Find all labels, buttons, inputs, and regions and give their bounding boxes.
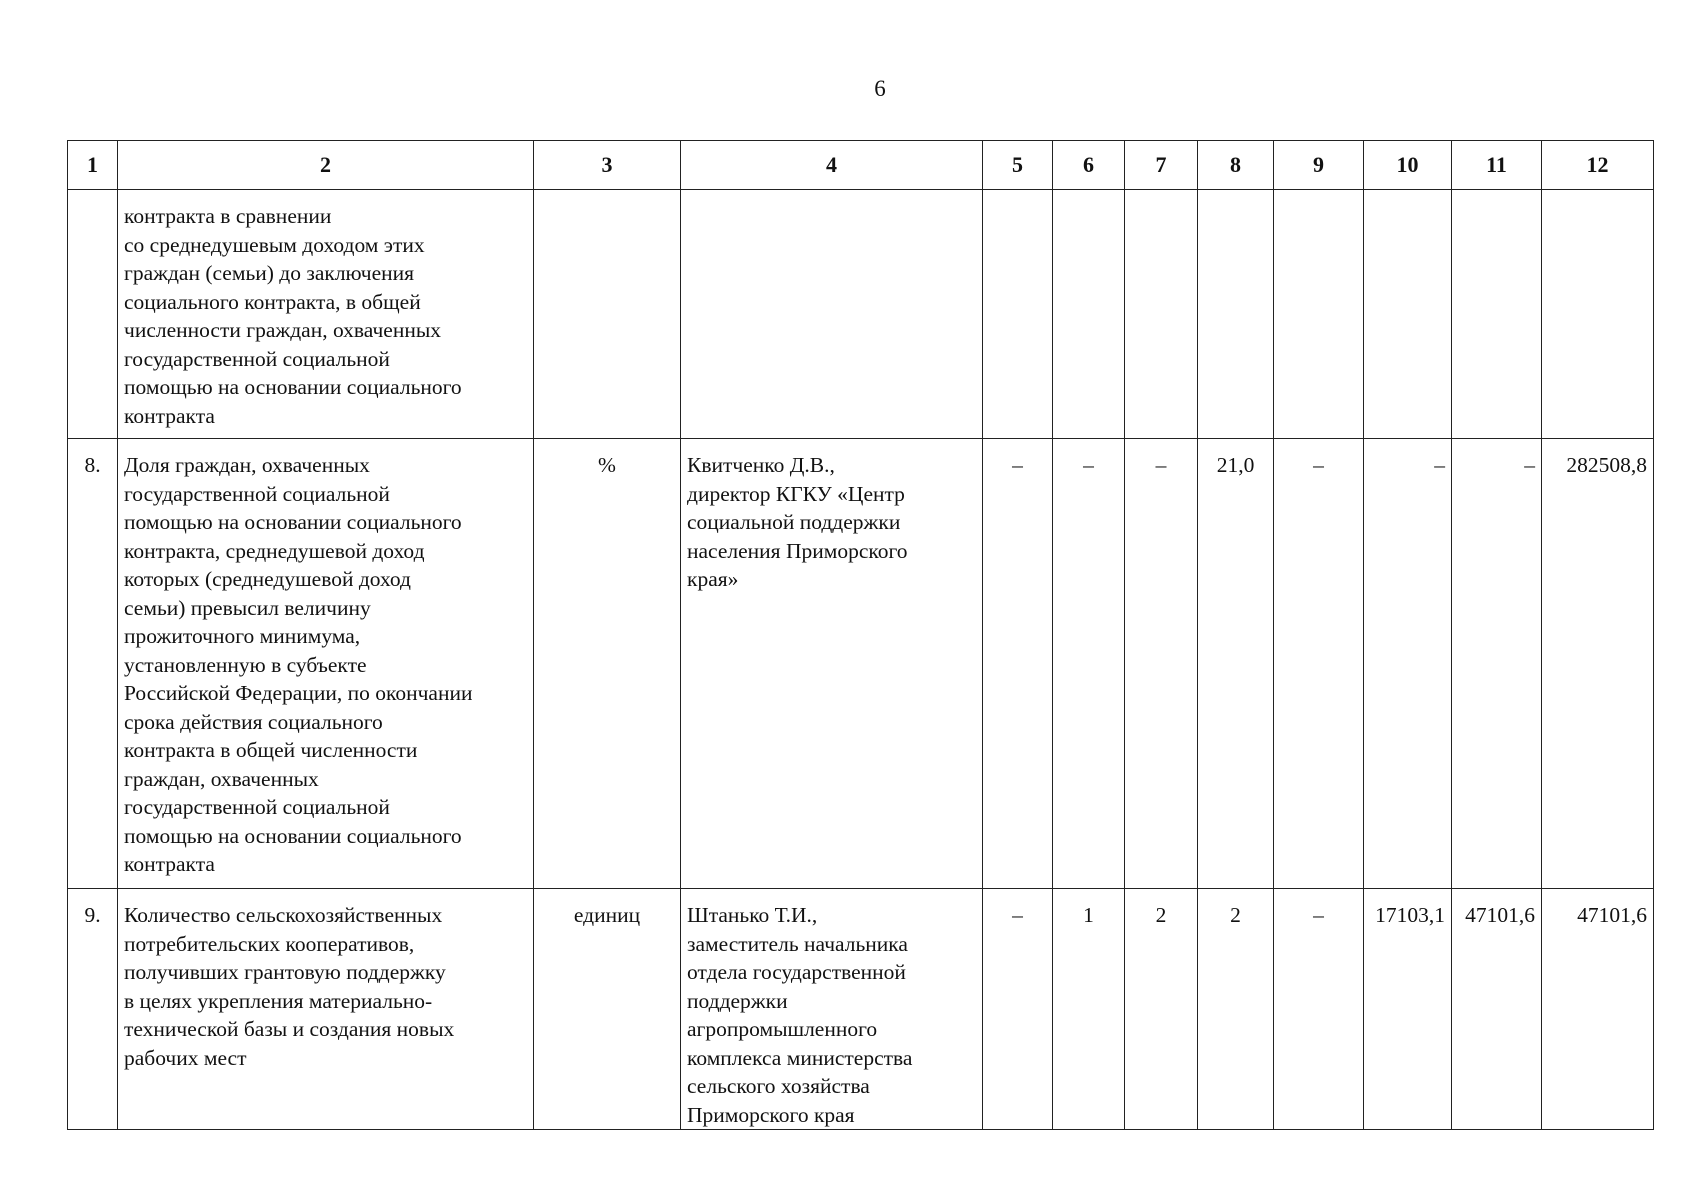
indicator-name-line: государственной социальной [124,481,390,506]
value-cell-col-12 [1542,190,1654,439]
indicator-name-line: которых (среднедушевой доход [124,567,411,591]
indicator-name [118,439,534,889]
value-cell-col-12: 282508,8 [1542,439,1654,889]
column-header-2: 2 [118,141,534,190]
value-cell-col-7: – [1125,439,1198,889]
responsible-person-line: комплекса министерства [687,1045,913,1070]
value-cell-col-9: – [1274,439,1364,889]
responsible-person-line: населения Приморского [687,538,908,563]
indicator-name-line: установленную в субъекте [124,652,367,677]
responsible-person-line: Приморского края [687,1102,855,1127]
column-header-1: 1 [68,141,118,190]
column-header-12: 12 [1542,141,1654,190]
value-cell-col-11 [1452,190,1542,439]
value-cell-col-8: 2 [1198,889,1274,1130]
value-cell-col-10: 17103,1 [1364,889,1452,1130]
value-cell-col-9: – [1274,889,1364,1130]
responsible-person-line: поддержки [687,988,788,1013]
indicator-name-line: граждан, охваченных [124,766,319,791]
indicator-name-line: контракта [124,403,215,428]
indicator-name-line: прожиточного минимума, [124,624,361,648]
indicator-name-line: технической базы и создания новых [124,1017,455,1041]
value-cell-col-8 [1198,190,1274,439]
responsible-person [681,190,983,439]
responsible-person-line: заместитель начальника [687,931,908,956]
indicator-name-line: семьи) превысил величину [124,595,371,620]
column-header-4: 4 [681,141,983,190]
indicator-name-line: потребительских кооперативов, [124,931,415,956]
indicator-name-line: государственной социальной [124,346,390,371]
indicator-name-line: рабочих мест [124,1045,247,1070]
unit-of-measure: единиц [534,889,681,1130]
responsible-person-line: Квитченко Д.В., [687,453,835,477]
value-cell-col-9 [1274,190,1364,439]
column-header-7: 7 [1125,141,1198,190]
indicator-name-line: со среднедушевым доходом этих [124,232,425,257]
indicator-name-line: социального контракта, в общей [124,289,421,314]
responsible-person [681,439,983,889]
responsible-person [681,889,983,1130]
unit-of-measure [534,190,681,439]
value-cell-col-5: – [983,439,1053,889]
value-cell-col-11: – [1452,439,1542,889]
indicator-name-line: помощью на основании социального [124,375,462,399]
row-number: 8. [68,439,118,889]
value-cell-col-11: 47101,6 [1452,889,1542,1130]
indicator-name-line: Количество сельскохозяйственных [124,903,443,927]
table-row [68,439,1654,889]
column-header-5: 5 [983,141,1053,190]
value-cell-col-6 [1053,190,1125,439]
row-number [68,190,118,439]
indicators-table [67,140,1654,1130]
indicator-name-line: численности граждан, охваченных [124,318,442,342]
indicator-name-line: Российской Федерации, по окончании [124,681,473,705]
table-body [68,190,1654,1130]
indicator-name-line: граждан (семьи) до заключения [124,261,415,285]
value-cell-col-6: 1 [1053,889,1125,1130]
responsible-person-line: Штанько Т.И., [687,903,818,927]
value-cell-col-8: 21,0 [1198,439,1274,889]
indicator-name [118,190,534,439]
indicator-name-line: получивших грантовую поддержку [124,960,446,984]
indicator-name-line: контракта [124,852,215,876]
indicator-name-line: государственной социальной [124,795,390,819]
row-number: 9. [68,889,118,1130]
responsible-person-line: директор КГКУ «Центр [687,481,905,506]
value-cell-col-5 [983,190,1053,439]
responsible-person-line: отдела государственной [687,960,906,984]
indicator-name-line: в целях укрепления материально- [124,988,433,1013]
page-number: 6 [874,76,886,101]
value-cell-col-12: 47101,6 [1542,889,1654,1130]
column-header-9: 9 [1274,141,1364,190]
column-header-6: 6 [1053,141,1125,190]
value-cell-col-7: 2 [1125,889,1198,1130]
indicator-name [118,889,534,1130]
value-cell-col-6: – [1053,439,1125,889]
value-cell-col-10: – [1364,439,1452,889]
column-header-3: 3 [534,141,681,190]
indicator-name-line: контракта в сравнении [124,204,332,228]
column-header-8: 8 [1198,141,1274,190]
responsible-person-line: агропромышленного [687,1017,878,1041]
indicator-name-line: Доля граждан, охваченных [124,453,370,477]
unit-of-measure: % [534,439,681,889]
value-cell-col-7 [1125,190,1198,439]
column-header-11: 11 [1452,141,1542,190]
indicator-name-line: помощью на основании социального [124,510,462,534]
responsible-person-line: края» [687,567,739,591]
table-row [68,190,1654,439]
column-header-10: 10 [1364,141,1452,190]
header-row [68,141,1654,190]
value-cell-col-10 [1364,190,1452,439]
indicator-name-line: контракта в общей численности [124,738,418,762]
responsible-person-line: сельского хозяйства [687,1074,870,1098]
responsible-person-line: социальной поддержки [687,510,901,534]
table-row [68,889,1654,1130]
indicator-name-line: контракта, среднедушевой доход [124,538,425,563]
indicator-name-line: срока действия социального [124,709,383,734]
value-cell-col-5: – [983,889,1053,1130]
indicator-name-line: помощью на основании социального [124,823,462,848]
